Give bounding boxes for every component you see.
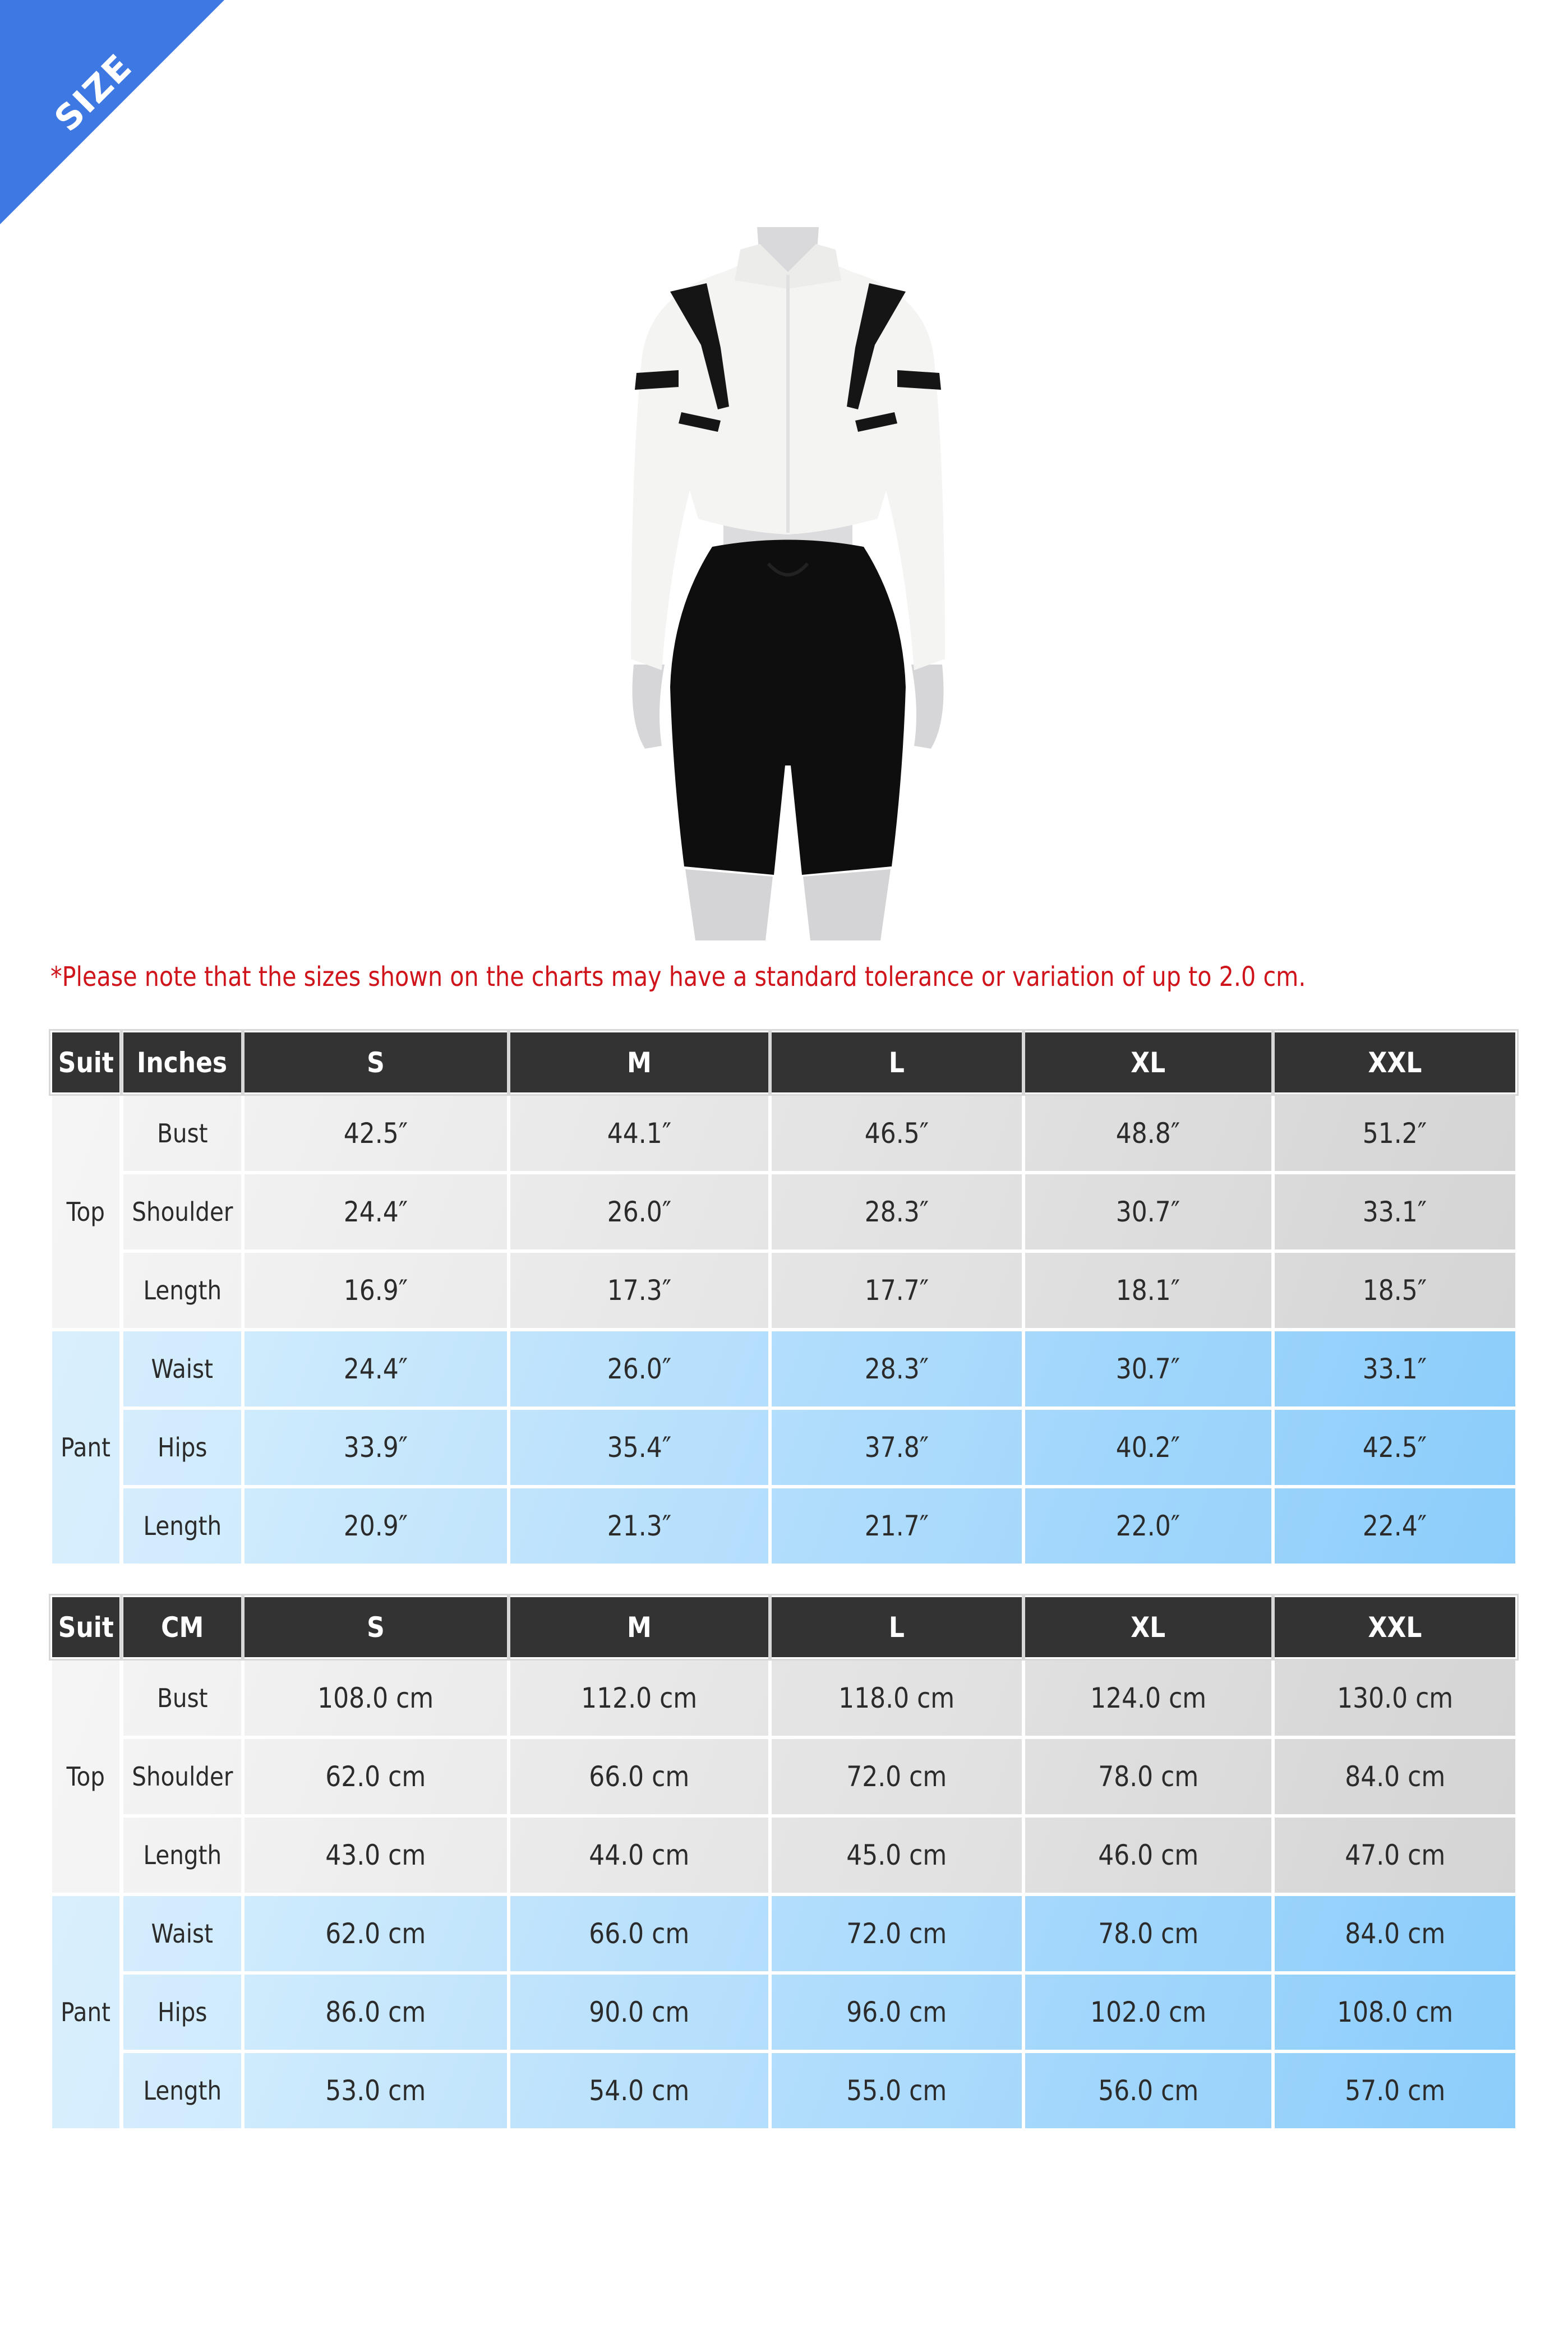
size-value-cell (1275, 1739, 1515, 1814)
size-value-cell (1275, 1331, 1515, 1406)
size-value-cell (510, 1488, 768, 1564)
column-header-label: XL (1131, 1046, 1166, 1079)
column-header-label: Inches (137, 1046, 228, 1079)
size-value: 45.0 cm (846, 1839, 947, 1871)
measure-label (123, 1488, 241, 1564)
size-value: 35.4″ (607, 1431, 672, 1464)
column-header-label: XL (1131, 1611, 1166, 1644)
size-value-cell (1025, 2053, 1271, 2128)
size-value-cell (772, 1661, 1022, 1736)
column-header (1275, 1597, 1515, 1657)
size-value: 17.7″ (864, 1274, 929, 1307)
size-value-cell (1025, 1818, 1271, 1893)
size-value-cell (510, 1818, 768, 1893)
size-value-cell (245, 1410, 507, 1485)
size-value: 33.1″ (1363, 1353, 1427, 1385)
column-header (1025, 1597, 1271, 1657)
measure-label-text: Length (143, 1511, 222, 1541)
measure-label (123, 1253, 241, 1328)
size-value: 72.0 cm (846, 1760, 947, 1793)
size-value-cell (1275, 1488, 1515, 1564)
size-value: 72.0 cm (846, 1917, 947, 1950)
size-value-cell (245, 2053, 507, 2128)
size-value: 42.5″ (1363, 1431, 1427, 1464)
size-value: 16.9″ (343, 1274, 408, 1307)
size-value-cell (245, 1253, 507, 1328)
size-value: 22.0″ (1116, 1510, 1180, 1542)
size-value: 84.0 cm (1344, 1917, 1445, 1950)
size-value: 108.0 cm (317, 1682, 434, 1714)
measure-label (123, 1410, 241, 1485)
size-value: 51.2″ (1363, 1117, 1427, 1150)
size-value-cell (245, 1096, 507, 1171)
column-header-label: XXL (1368, 1611, 1422, 1644)
size-value: 78.0 cm (1097, 1917, 1198, 1950)
size-value-cell (772, 1096, 1022, 1171)
size-value-cell (510, 1174, 768, 1249)
size-value-cell (510, 1253, 768, 1328)
size-value-cell (510, 1661, 768, 1736)
size-value: 66.0 cm (589, 1760, 690, 1793)
size-value-cell (1275, 1661, 1515, 1736)
column-header (510, 1597, 768, 1657)
size-value: 108.0 cm (1336, 1996, 1453, 2028)
column-header-label: M (627, 1046, 652, 1079)
size-value: 21.3″ (607, 1510, 672, 1542)
size-value: 62.0 cm (325, 1760, 426, 1793)
size-value: 18.1″ (1116, 1274, 1180, 1307)
size-value-cell (245, 1896, 507, 1971)
size-value: 33.9″ (343, 1431, 408, 1464)
size-value-cell (245, 1331, 507, 1406)
size-value-cell (772, 1410, 1022, 1485)
size-value-cell (1025, 1410, 1271, 1485)
size-value: 37.8″ (864, 1431, 929, 1464)
size-value: 42.5″ (343, 1117, 408, 1150)
size-value: 118.0 cm (838, 1682, 955, 1714)
size-value-cell (510, 1331, 768, 1406)
size-value-cell (1025, 1331, 1271, 1406)
size-value: 28.3″ (864, 1196, 929, 1228)
product-image (622, 227, 953, 940)
group-label-text: Pant (61, 1997, 111, 2027)
column-header (772, 1032, 1022, 1092)
measure-label-text: Hips (157, 1997, 207, 2027)
size-value-cell (1275, 1410, 1515, 1485)
size-value-cell (1275, 1975, 1515, 2050)
measure-label-text: Hips (157, 1432, 207, 1463)
size-value: 53.0 cm (325, 2074, 426, 2107)
size-value-cell (1275, 1818, 1515, 1893)
size-value: 62.0 cm (325, 1917, 426, 1950)
column-header-label: L (888, 1046, 905, 1079)
column-header-label: S (367, 1611, 385, 1644)
size-value-cell (772, 1331, 1022, 1406)
size-value: 28.3″ (864, 1353, 929, 1385)
banner-label: SIZE CHART (46, 45, 185, 185)
size-value: 26.0″ (607, 1196, 672, 1228)
column-header-label: L (888, 1611, 905, 1644)
size-value: 112.0 cm (581, 1682, 698, 1714)
size-value: 18.5″ (1363, 1274, 1427, 1307)
size-value-cell (245, 1818, 507, 1893)
size-value-cell (510, 1739, 768, 1814)
measure-label-text: Length (143, 2076, 222, 2106)
measure-label-text: Shoulder (131, 1761, 233, 1792)
size-value: 24.4″ (343, 1196, 408, 1228)
size-value-cell (510, 1410, 768, 1485)
size-value: 17.3″ (607, 1274, 672, 1307)
size-value-cell (1275, 1174, 1515, 1249)
size-value-cell (245, 1975, 507, 2050)
measure-label-text: Length (143, 1840, 222, 1870)
tolerance-note: *Please note that the sizes shown on the charts may have a standard tolerance or variation of up to 2.0 cm. (50, 961, 1306, 993)
column-header (123, 1032, 241, 1092)
size-value: 86.0 cm (325, 1996, 426, 2028)
size-value: 44.1″ (607, 1117, 672, 1150)
size-value-cell (1275, 1096, 1515, 1171)
size-value: 57.0 cm (1344, 2074, 1445, 2107)
measure-label (123, 1096, 241, 1171)
measure-label (123, 1739, 241, 1814)
column-header (510, 1032, 768, 1092)
column-header (52, 1032, 119, 1092)
measure-label (123, 1896, 241, 1971)
measure-label (123, 1331, 241, 1406)
measure-label (123, 2053, 241, 2128)
size-value: 40.2″ (1116, 1431, 1180, 1464)
size-value-cell (772, 1818, 1022, 1893)
size-value: 43.0 cm (325, 1839, 426, 1871)
size-value: 22.4″ (1363, 1510, 1427, 1542)
size-value: 26.0″ (607, 1353, 672, 1385)
column-header-label: M (627, 1611, 652, 1644)
size-value-cell (245, 1661, 507, 1736)
measure-label (123, 1661, 241, 1736)
group-label-top (52, 1661, 119, 1893)
size-value-cell (772, 1896, 1022, 1971)
measure-label (123, 1975, 241, 2050)
column-header (245, 1032, 507, 1092)
column-header (1275, 1032, 1515, 1092)
size-value-cell (1025, 1739, 1271, 1814)
size-value: 48.8″ (1116, 1117, 1180, 1150)
size-value: 24.4″ (343, 1353, 408, 1385)
group-label-text: Top (66, 1761, 105, 1792)
group-label-text: Top (66, 1197, 105, 1227)
column-header (772, 1597, 1022, 1657)
size-value: 130.0 cm (1336, 1682, 1453, 1714)
size-value: 46.5″ (864, 1117, 929, 1150)
size-value-cell (772, 1739, 1022, 1814)
size-value: 56.0 cm (1097, 2074, 1198, 2107)
size-value: 46.0 cm (1097, 1839, 1198, 1871)
measure-label-text: Bust (156, 1683, 208, 1713)
size-value: 30.7″ (1116, 1196, 1180, 1228)
size-value-cell (1025, 1661, 1271, 1736)
size-value-cell (1025, 1896, 1271, 1971)
measure-label-text: Waist (151, 1919, 214, 1949)
size-value-cell (772, 1975, 1022, 2050)
size-value: 55.0 cm (846, 2074, 947, 2107)
size-value: 30.7″ (1116, 1353, 1180, 1385)
size-value-cell (772, 1488, 1022, 1564)
column-header (123, 1597, 241, 1657)
column-header (1025, 1032, 1271, 1092)
size-value-cell (1275, 1253, 1515, 1328)
size-value-cell (510, 1975, 768, 2050)
size-value-cell (245, 1739, 507, 1814)
column-header-label: XXL (1368, 1046, 1422, 1079)
size-value-cell (1025, 1975, 1271, 2050)
group-label-pant (52, 1896, 119, 2128)
group-label-pant (52, 1331, 119, 1564)
size-value-cell (772, 1174, 1022, 1249)
size-value: 90.0 cm (589, 1996, 690, 2028)
measure-label (123, 1818, 241, 1893)
size-value: 96.0 cm (846, 1996, 947, 2028)
measure-label (123, 1174, 241, 1249)
size-value: 20.9″ (343, 1510, 408, 1542)
column-header-label: Suit (58, 1611, 114, 1644)
size-value-cell (1025, 1253, 1271, 1328)
measure-label-text: Length (143, 1275, 222, 1306)
measure-label-text: Bust (156, 1118, 208, 1149)
size-value-cell (1025, 1174, 1271, 1249)
column-header (52, 1597, 119, 1657)
size-value: 33.1″ (1363, 1196, 1427, 1228)
size-value-cell (1025, 1096, 1271, 1171)
size-value-cell (772, 1253, 1022, 1328)
size-value: 124.0 cm (1090, 1682, 1206, 1714)
size-value-cell (510, 1896, 768, 1971)
size-value-cell (510, 1096, 768, 1171)
size-value: 47.0 cm (1344, 1839, 1445, 1871)
measure-label-text: Shoulder (131, 1197, 233, 1227)
size-value: 66.0 cm (589, 1917, 690, 1950)
size-value-cell (245, 1488, 507, 1564)
column-header-label: Suit (58, 1046, 114, 1079)
group-label-text: Pant (61, 1432, 111, 1463)
column-header-label: CM (160, 1611, 204, 1644)
size-value: 84.0 cm (1344, 1760, 1445, 1793)
column-header (245, 1597, 507, 1657)
size-value-cell (510, 2053, 768, 2128)
size-value-cell (245, 1174, 507, 1249)
size-value-cell (1275, 1896, 1515, 1971)
size-value-cell (1025, 1488, 1271, 1564)
size-value: 54.0 cm (589, 2074, 690, 2107)
size-value-cell (772, 2053, 1022, 2128)
size-value-cell (1275, 2053, 1515, 2128)
size-value: 21.7″ (864, 1510, 929, 1542)
size-value: 78.0 cm (1097, 1760, 1198, 1793)
size-value: 44.0 cm (589, 1839, 690, 1871)
group-label-top (52, 1096, 119, 1328)
size-value: 102.0 cm (1090, 1996, 1206, 2028)
measure-label-text: Waist (151, 1354, 214, 1384)
column-header-label: S (367, 1046, 385, 1079)
